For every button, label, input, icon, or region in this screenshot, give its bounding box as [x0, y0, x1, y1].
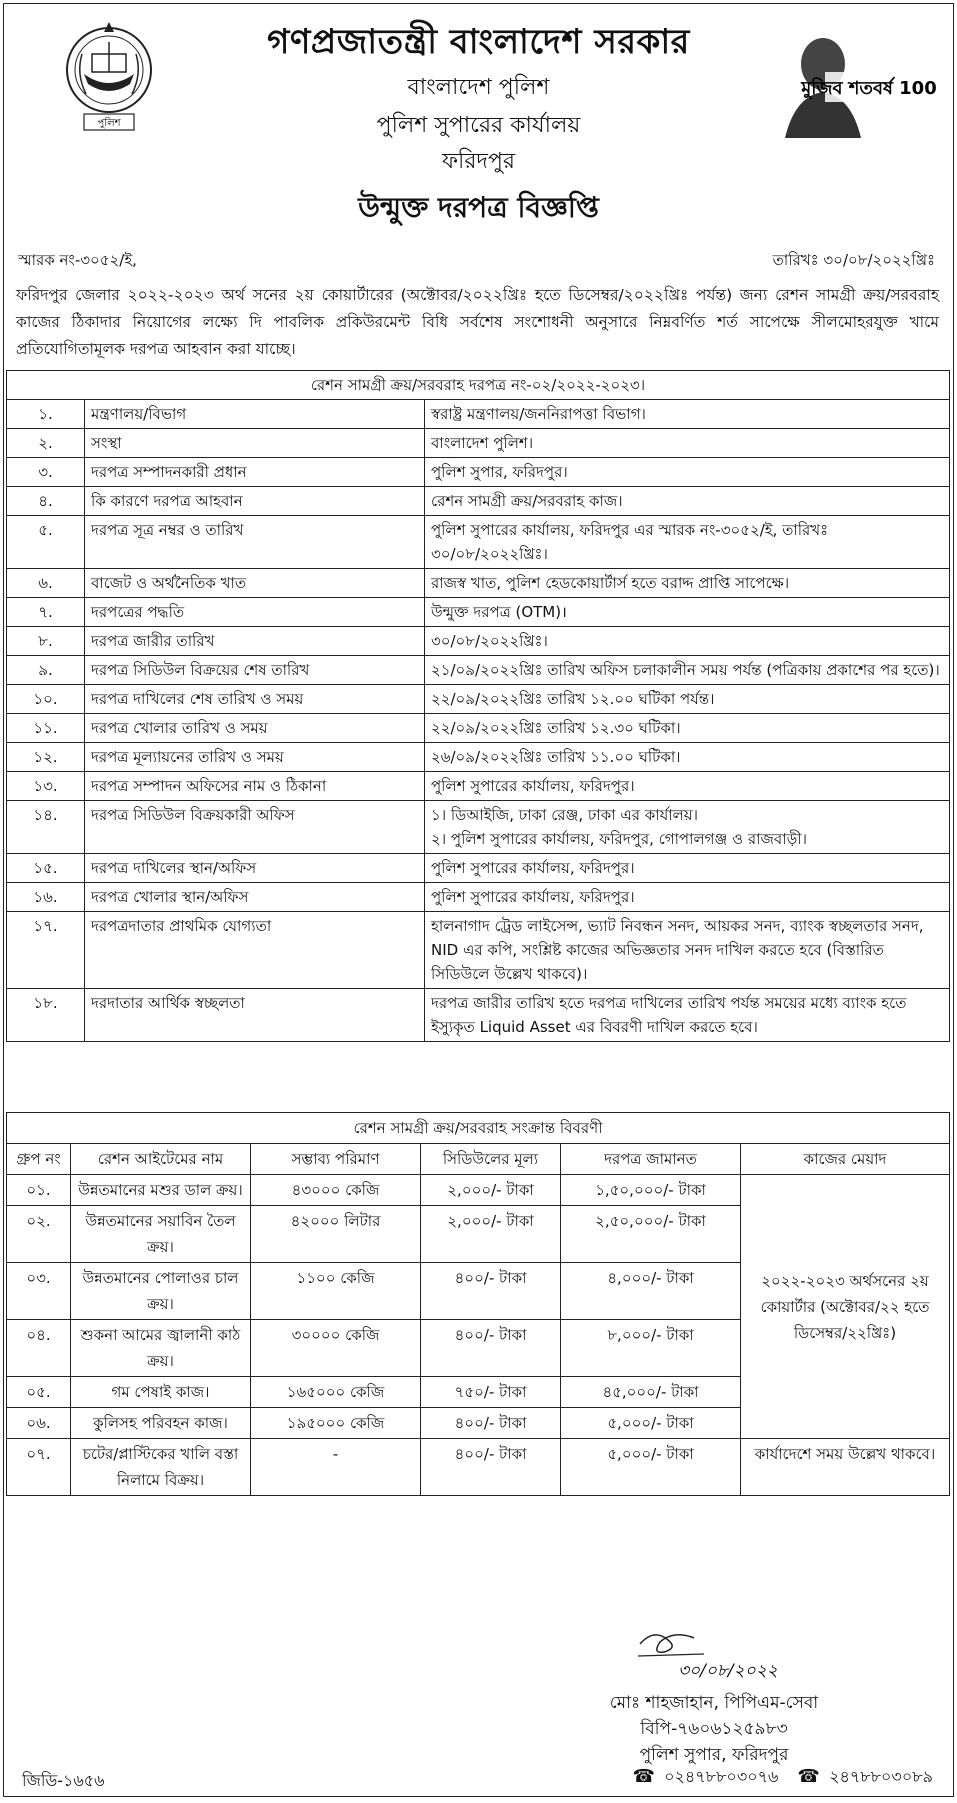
row-label: দরপত্র খোলার স্থান/অফিস: [85, 883, 425, 912]
table-row: [7, 743, 950, 772]
group-number: ০৩.: [7, 1263, 71, 1320]
item-name: উন্নতমানের সয়াবিন তৈল ক্রয়।: [71, 1206, 251, 1263]
table-row: [7, 487, 950, 516]
table2-header-row: [7, 1144, 950, 1175]
row-label: কি কারণে দরপত্র আহবান: [85, 487, 425, 516]
row-number: ১১.: [7, 714, 85, 743]
table-row: [7, 429, 950, 458]
row-value: [425, 801, 950, 854]
tender-security: ৫,০০০/- টাকা: [561, 1439, 741, 1496]
row-label: দরপত্র মূল্যায়নের তারিখ ও সময়: [85, 743, 425, 772]
intro-paragraph: ফরিদপুর জেলার ২০২২-২০২৩ অর্থ সনের ২য় কোয়ার্টারের (অক্টোবর/২০২২খ্রিঃ হতে ডিসেম্বর/২০২২খ্রিঃ পর্যন্ত) জন্য রেশন সামগ্রী ক্রয়/সরবরাহ কাজের ঠিকাদার নিয়োগের লক্ষ্যে দি পাবলিক প্রকিউরমেন্ট বিধি সর্বশেষ সংশোধনী অনুসারে নিম্নবর্ণিত শর্ত সাপেক্ষে সীলমোহরযুক্ত খামে প্রতিযোগিতামূলক দরপত্র আহবান করা যাচ্ছে।: [16, 286, 939, 358]
row-value: ২১/০৯/২০২২খ্রিঃ তারিখ অফিস চলাকালীন সময় পর্যন্ত (পত্রিকায় প্রকাশের পর হতে)।: [425, 656, 950, 685]
row-number: ১২.: [7, 743, 85, 772]
table-row: [7, 989, 950, 1042]
tender-security: ১,৫০,০০০/- টাকা: [561, 1175, 741, 1206]
table-row: [7, 912, 950, 989]
item-quantity: ১৯৫০০০ কেজি: [251, 1408, 421, 1439]
table-row: [7, 772, 950, 801]
row-number: ২.: [7, 429, 85, 458]
item-quantity: -: [251, 1439, 421, 1496]
row-number: ৪.: [7, 487, 85, 516]
group-number: ০২.: [7, 1206, 71, 1263]
government-title: গণপ্রজাতন্ত্রী বাংলাদেশ সরকার: [267, 22, 690, 62]
row-value: দরপত্র জারীর তারিখ হতে দরপত্র দাখিলের তারিখ পর্যন্ত সময়ের মধ্যে ব্যাংক হতে ইস্যুকৃত Liquid Asset এর বিবরণী দাখিল করতে হবে।: [425, 989, 950, 1042]
group-number: ০১.: [7, 1175, 71, 1206]
signature-block: [564, 1690, 864, 1768]
header-schedule: সিডিউলের মূল্য: [421, 1144, 561, 1175]
row-number: ১০.: [7, 685, 85, 714]
row-number: ১৬.: [7, 883, 85, 912]
row-value: ২২/০৯/২০২২খ্রিঃ তারিখ ১২.০০ ঘটিকা পর্যন্ত।: [425, 685, 950, 714]
row-value: রেশন সামগ্রী ক্রয়/সরবরাহ কাজ।: [425, 487, 950, 516]
tender-security: ৪,০০০/- টাকা: [561, 1263, 741, 1320]
signatory-designation: পুলিশ সুপার, ফরিদপুর: [639, 1745, 789, 1765]
mujib-logo-text: মুজিব শতবর্ষ 100: [801, 78, 937, 99]
row-value: ২৬/০৯/২০২২খ্রিঃ তারিখ ১১.০০ ঘটিকা।: [425, 743, 950, 772]
row-value-line: ১। ডিআইজি, ঢাকা রেঞ্জ, ঢাকা এর কার্যালয়।: [431, 806, 698, 824]
schedule-price: ৪০০/- টাকা: [421, 1439, 561, 1496]
signatory-bp: বিপি-৭৬০৬১২৫৯৮৩: [640, 1719, 788, 1739]
handwritten-signature: [634, 1626, 814, 1682]
table1-caption-row: [7, 371, 950, 400]
memo-number: স্মারক নং-৩০৫২/ই,: [18, 251, 137, 269]
mujib-centenary-logo: [765, 26, 937, 138]
row-value: পুলিশ সুপারের কার্যালয়, ফরিদপুর এর স্মারক নং-৩০৫২/ই, তারিখঃ ৩০/০৮/২০২২খ্রিঃ।: [425, 516, 950, 569]
row-label: দরদাতার আর্থিক স্বচ্ছলতা: [85, 989, 425, 1042]
item-quantity: ৩০০০০ কেজি: [251, 1320, 421, 1377]
table-row: [7, 714, 950, 743]
row-value: বাংলাদেশ পুলিশ।: [425, 429, 950, 458]
table-row: [7, 400, 950, 429]
row-label: দরপত্র সিডিউল বিক্রয়কারী অফিস: [85, 801, 425, 854]
table-row: [7, 854, 950, 883]
schedule-price: ৪০০/- টাকা: [421, 1408, 561, 1439]
row-number: ১৮.: [7, 989, 85, 1042]
row-label: মন্ত্রণালয়/বিভাগ: [85, 400, 425, 429]
table-row: [7, 598, 950, 627]
item-quantity: ৪২০০০ লিটার: [251, 1206, 421, 1263]
tender-info-table: [6, 370, 950, 1042]
item-quantity: ১৬৫০০০ কেজি: [251, 1377, 421, 1408]
emblem-caption: পুলিশ: [97, 118, 121, 129]
table-row: [7, 685, 950, 714]
group-number: ০৪.: [7, 1320, 71, 1377]
row-value: স্বরাষ্ট্র মন্ত্রণালয়/জননিরাপত্তা বিভাগ।: [425, 400, 950, 429]
row-label: দরপত্র সম্পাদনকারী প্রধান: [85, 458, 425, 487]
row-number: ৮.: [7, 627, 85, 656]
signature-date: ৩০/০৮/২০২২: [678, 1661, 778, 1681]
row-label: দরপত্র সূত্র নম্বর ও তারিখ: [85, 516, 425, 569]
phone-numbers: [633, 1764, 933, 1791]
table-row: [7, 801, 950, 854]
row-label: সংস্থা: [85, 429, 425, 458]
office-line: পুলিশ সুপারের কার্যালয়: [376, 113, 581, 138]
header-security: দরপত্র জামানত: [561, 1144, 741, 1175]
row-number: ৫.: [7, 516, 85, 569]
table-row: [7, 569, 950, 598]
phone-icon: ☎: [797, 1766, 820, 1787]
phone-number-1: ০২৪৭৮৮০৩০৭৬: [664, 1767, 779, 1786]
tender-security: ৫,০০০/- টাকা: [561, 1408, 741, 1439]
table-row: [7, 516, 950, 569]
row-value: হালনাগাদ ট্রেড লাইসেন্স, ভ্যাট নিবন্ধন সনদ, আয়কর সনদ, ব্যাংক স্বচ্ছলতার সনদ, NID এর কপি, সংশ্লিষ্ট কাজের অভিজ্ঞতার সনদ দাখিল করতে হবে (বিস্তারিত সিডিউলে উল্লেখ থাকবে)।: [425, 912, 950, 989]
table2-caption: রেশন সামগ্রী ক্রয়/সরবরাহ সংক্রান্ত বিবরণী: [7, 1113, 950, 1144]
header-quantity: সম্ভাব্য পরিমাণ: [251, 1144, 421, 1175]
row-label: দরপত্রদাতার প্রাথমিক যোগ্যতা: [85, 912, 425, 989]
row-value-line: ২। পুলিশ সুপারের কার্যালয়, ফরিদপুর, গোপালগঞ্জ ও রাজবাড়ী।: [431, 830, 807, 848]
row-label: বাজেট ও অর্থনৈতিক খাত: [85, 569, 425, 598]
header-duration: কাজের মেয়াদ: [741, 1144, 950, 1175]
row-value: ২২/০৯/২০২২খ্রিঃ তারিখ ১২.৩০ ঘটিকা।: [425, 714, 950, 743]
phone-icon: ☎: [632, 1766, 655, 1787]
row-number: ৯.: [7, 656, 85, 685]
table-row: [7, 656, 950, 685]
tender-security: ৪৫,০০০/- টাকা: [561, 1377, 741, 1408]
row-value: ৩০/০৮/২০২২খ্রিঃ।: [425, 627, 950, 656]
district-line: ফরিদপুর: [441, 149, 516, 174]
row-label: দরপত্র খোলার তারিখ ও সময়: [85, 714, 425, 743]
phone-number-2: ২৪৭৮৮০৩০৮৯: [829, 1767, 933, 1786]
table-row: [7, 1175, 950, 1206]
schedule-price: ৪০০/- টাকা: [421, 1320, 561, 1377]
table-row: [7, 627, 950, 656]
memo-date: তারিখঃ ৩০/০৮/২০২২খ্রিঃ: [772, 251, 935, 269]
row-label: দরপত্রের পদ্ধতি: [85, 598, 425, 627]
row-number: ৭.: [7, 598, 85, 627]
notice-title: উন্মুক্ত দরপত্র বিজ্ঞপ্তি: [358, 191, 599, 224]
row-value: পুলিশ সুপারের কার্যালয়, ফরিদপুর।: [425, 883, 950, 912]
row-label: দরপত্র দাখিলের স্থান/অফিস: [85, 854, 425, 883]
schedule-price: ২,০০০/- টাকা: [421, 1206, 561, 1263]
table-row: [7, 883, 950, 912]
tender-security: ২,৫০,০০০/- টাকা: [561, 1206, 741, 1263]
item-name: শুকনা আমের জ্বালানী কাঠ ক্রয়।: [71, 1320, 251, 1377]
work-duration-last: কার্যাদেশে সময় উল্লেখ থাকবে।: [741, 1439, 950, 1496]
row-number: ১৪.: [7, 801, 85, 854]
row-number: ১৩.: [7, 772, 85, 801]
schedule-price: ৭৫০/- টাকা: [421, 1377, 561, 1408]
row-value: পুলিশ সুপার, ফরিদপুর।: [425, 458, 950, 487]
table-row: [7, 1439, 950, 1496]
row-number: ৬.: [7, 569, 85, 598]
table1-caption: রেশন সামগ্রী ক্রয়/সরবরাহ দরপত্র নং-০২/২০২২-২০২৩।: [7, 371, 950, 400]
item-quantity: ১১০০ কেজি: [251, 1263, 421, 1320]
row-value: উন্মুক্ত দরপত্র (OTM)।: [425, 598, 950, 627]
item-name: উন্নতমানের পোলাওর চাল ক্রয়।: [71, 1263, 251, 1320]
schedule-price: ৪০০/- টাকা: [421, 1263, 561, 1320]
row-label: দরপত্র জারীর তারিখ: [85, 627, 425, 656]
row-label: দরপত্র সিডিউল বিক্রয়ের শেষ তারিখ: [85, 656, 425, 685]
row-value: পুলিশ সুপারের কার্যালয়, ফরিদপুর।: [425, 854, 950, 883]
group-number: ০৭.: [7, 1439, 71, 1496]
header: [4, 4, 953, 226]
signatory-name: মোঃ শাহজাহান, পিপিএম-সেবা: [609, 1693, 819, 1713]
ration-items-table: [6, 1112, 950, 1496]
row-value: রাজস্ব খাত, পুলিশ হেডকোয়ার্টার্স হতে বরাদ্দ প্রাপ্তি সাপেক্ষে।: [425, 569, 950, 598]
department-line: বাংলাদেশ পুলিশ: [407, 75, 550, 100]
table2-caption-row: [7, 1113, 950, 1144]
table-row: [7, 458, 950, 487]
row-number: ১৫.: [7, 854, 85, 883]
row-number: ১.: [7, 400, 85, 429]
tender-security: ৮,০০০/- টাকা: [561, 1320, 741, 1377]
row-number: ৩.: [7, 458, 85, 487]
schedule-price: ২,০০০/- টাকা: [421, 1175, 561, 1206]
group-number: ০৬.: [7, 1408, 71, 1439]
row-number: ১৭.: [7, 912, 85, 989]
header-item: রেশন আইটেমের নাম: [71, 1144, 251, 1175]
item-name: উন্নতমানের মশুর ডাল ক্রয়।: [71, 1175, 251, 1206]
header-group: গ্রুপ নং: [7, 1144, 71, 1175]
group-number: ০৫.: [7, 1377, 71, 1408]
row-value: পুলিশ সুপারের কার্যালয়, ফরিদপুর।: [425, 772, 950, 801]
work-duration: ২০২২-২০২৩ অর্থসনের ২য় কোয়ার্টার (অক্টোবর/২২ হতে ডিসেম্বর/২২খ্রিঃ): [741, 1175, 950, 1439]
notice-page: [3, 3, 954, 1797]
row-label: দরপত্র সম্পাদন অফিসের নাম ও ঠিকানা: [85, 772, 425, 801]
item-name: কুলিসহ পরিবহন কাজ।: [71, 1408, 251, 1439]
row-label: দরপত্র দাখিলের শেষ তারিখ ও সময়: [85, 685, 425, 714]
item-quantity: ৪৩০০০ কেজি: [251, 1175, 421, 1206]
item-name: চটের/প্লাস্টিকের খালি বস্তা নিলামে বিক্রয়।: [71, 1439, 251, 1496]
gd-number: জিডি-১৬৫৬: [22, 1771, 105, 1790]
item-name: গম পেষাই কাজ।: [71, 1377, 251, 1408]
memo-row: [18, 249, 935, 273]
